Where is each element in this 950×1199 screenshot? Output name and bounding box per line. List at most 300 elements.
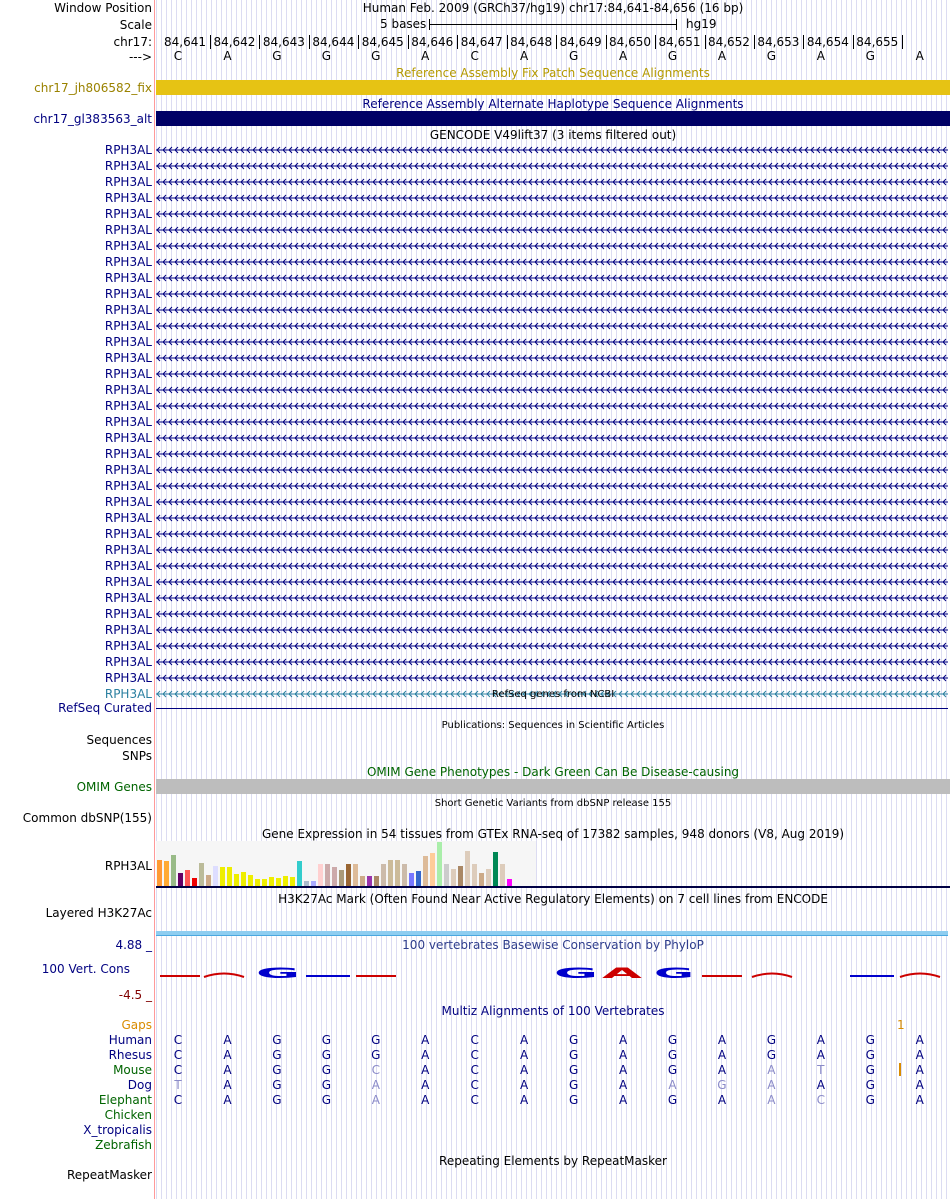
gencode-gene-label[interactable]: RPH3AL [104, 607, 152, 621]
ruler-position: 84,642 [213, 35, 256, 49]
gencode-gene-label[interactable]: RPH3AL [104, 415, 152, 429]
gencode-gene-label[interactable]: RPH3AL [104, 255, 152, 269]
ruler-position: 84,652 [707, 35, 750, 49]
reference-base: G [766, 49, 777, 63]
gencode-transcript[interactable] [156, 594, 948, 602]
gencode-gene-label[interactable]: RPH3AL [104, 159, 152, 173]
alt-haplotype-alignment-bar[interactable] [156, 111, 950, 126]
gencode-gene-label[interactable]: RPH3AL [104, 191, 152, 205]
gencode-gene-label[interactable]: RPH3AL [104, 543, 152, 557]
h3k27ac-title: H3K27Ac Mark (Often Found Near Active Regulatory Elements) on 7 cell lines from ENCODE [278, 892, 828, 906]
scale-text: 5 bases [380, 17, 427, 31]
ruler-tick [358, 35, 359, 49]
multiz-base: A [767, 1078, 776, 1092]
gencode-transcript[interactable] [156, 546, 948, 554]
gencode-gene-label[interactable]: RPH3AL [104, 687, 152, 701]
multiz-species-label[interactable]: Human [108, 1033, 152, 1047]
gtex-tissue-bar[interactable] [227, 867, 232, 886]
gtex-tissue-bar[interactable] [423, 856, 428, 886]
multiz-base: A [717, 1093, 727, 1107]
multiz-base: A [520, 1093, 529, 1107]
gencode-transcript[interactable] [156, 226, 948, 234]
gencode-transcript[interactable] [156, 290, 948, 298]
phylop-glyph: G [256, 966, 300, 982]
ruler-tick [309, 35, 310, 49]
multiz-base: A [371, 1078, 380, 1092]
gtex-tissue-bar[interactable] [472, 864, 477, 886]
multiz-base: A [421, 1063, 430, 1077]
reference-base: C [173, 49, 183, 63]
multiz-base: G [321, 1033, 331, 1047]
ruler-tick [457, 35, 458, 49]
multiz-base: A [618, 1093, 628, 1107]
gencode-transcript[interactable] [156, 482, 948, 490]
gencode-gene-label[interactable]: RPH3AL [104, 495, 152, 509]
gencode-gene-label[interactable]: RPH3AL [104, 335, 152, 349]
multiz-base: A [717, 1063, 727, 1077]
window-position-label: Window Position [54, 1, 152, 15]
multiz-species-label[interactable]: Mouse [113, 1063, 152, 1077]
gtex-tissue-bar[interactable] [367, 876, 372, 886]
multiz-species-label[interactable]: Dog [127, 1078, 152, 1092]
reference-base: A [520, 49, 529, 63]
ruler-tick [210, 35, 211, 49]
gtex-tissue-bar[interactable] [171, 855, 176, 886]
reference-base: A [816, 49, 825, 63]
chrom-label: chr17: [113, 35, 152, 49]
phylop-conservation-logo[interactable] [156, 958, 950, 986]
gtex-tissue-bar[interactable] [493, 852, 498, 886]
phylop-max-label: 4.88 _ [115, 938, 152, 952]
gtex-tissue-bar[interactable] [283, 876, 288, 886]
gtex-tissue-bar[interactable] [318, 864, 323, 886]
ruler-position: 84,644 [312, 35, 355, 49]
gtex-tissue-bar[interactable] [269, 877, 274, 886]
gtex-tissue-bar[interactable] [507, 879, 512, 886]
reference-base: A [717, 49, 727, 63]
multiz-base: A [767, 1063, 776, 1077]
phylop-glyph: G [554, 966, 598, 982]
label-divider [154, 0, 155, 1199]
gtex-tissue-bar[interactable] [234, 874, 239, 886]
multiz-base: C [173, 1093, 183, 1107]
ruler-tick [655, 35, 656, 49]
gtex-gene-label[interactable]: RPH3AL [104, 859, 152, 873]
gtex-tissue-bar[interactable] [290, 877, 295, 886]
gtex-baseline [156, 886, 950, 888]
gtex-tissue-bar[interactable] [346, 864, 351, 886]
gencode-gene-label[interactable]: RPH3AL [104, 175, 152, 189]
gencode-transcript[interactable] [156, 562, 948, 570]
gtex-tissue-bar[interactable] [465, 851, 470, 886]
multiz-base: A [223, 1078, 232, 1092]
gencode-gene-label[interactable]: RPH3AL [104, 351, 152, 365]
multiz-base: A [915, 1063, 924, 1077]
reference-base: A [223, 49, 232, 63]
reference-base: A [618, 49, 628, 63]
gtex-tissue-bar[interactable] [185, 870, 190, 886]
gtex-tissue-bar[interactable] [241, 872, 246, 886]
ruler-position: 84,653 [757, 35, 800, 49]
reference-base: G [865, 49, 875, 63]
multiz-base: G [321, 1063, 331, 1077]
gencode-gene-label[interactable]: RPH3AL [104, 367, 152, 381]
multiz-base: G [272, 1063, 282, 1077]
multiz-base: G [766, 1048, 777, 1062]
multiz-base: A [520, 1033, 529, 1047]
multiz-base: C [173, 1063, 183, 1077]
fix-patch-title: Reference Assembly Fix Patch Sequence Alignments [396, 66, 710, 80]
gencode-gene-label[interactable]: RPH3AL [104, 511, 152, 525]
gencode-transcript[interactable] [156, 642, 948, 650]
phylop-glyph [900, 974, 940, 978]
gtex-tissue-bar[interactable] [297, 861, 302, 886]
multiz-base: G [321, 1078, 331, 1092]
multiz-base: A [668, 1078, 677, 1092]
gtex-tissue-bar[interactable] [325, 864, 330, 886]
multiz-base: G [272, 1048, 282, 1062]
refseq-label[interactable]: RefSeq Curated [58, 701, 152, 715]
gencode-gene-label[interactable]: RPH3AL [104, 639, 152, 653]
ruler-tick [803, 35, 804, 49]
multiz-base: G [766, 1033, 777, 1047]
gencode-transcript[interactable] [156, 450, 948, 458]
ruler-tick [259, 35, 260, 49]
multiz-base: A [767, 1093, 776, 1107]
ruler-position: 84,645 [361, 35, 404, 49]
phylop-min-label: -4.5 _ [118, 988, 152, 1002]
gencode-gene-label[interactable]: RPH3AL [104, 143, 152, 157]
dbsnp-label[interactable]: Common dbSNP(155) [22, 811, 152, 825]
gencode-transcript[interactable] [156, 338, 948, 346]
gtex-tissue-bar[interactable] [381, 864, 386, 886]
gencode-transcript[interactable] [156, 274, 948, 282]
multiz-base: G [321, 1048, 331, 1062]
gencode-gene-label[interactable]: RPH3AL [104, 383, 152, 397]
omim-gene-bar[interactable] [156, 779, 950, 794]
phylop-glyph [702, 975, 742, 977]
gencode-transcript[interactable] [156, 242, 948, 250]
gtex-tissue-bar[interactable] [409, 873, 414, 886]
reference-base: C [470, 49, 479, 63]
reference-base: G [272, 49, 282, 63]
multiz-base: G [667, 1033, 678, 1047]
multiz-base: G [865, 1033, 875, 1047]
gtex-tissue-bar[interactable] [164, 861, 169, 886]
gtex-tissue-bar[interactable] [500, 864, 505, 886]
ruler-tick [754, 35, 755, 49]
multiz-base: A [915, 1033, 924, 1047]
multiz-base: C [816, 1093, 826, 1107]
multiz-base: A [371, 1093, 380, 1107]
fix-patch-alignment-bar[interactable] [156, 80, 950, 95]
phylop-glyph [204, 974, 244, 978]
multiz-base: A [223, 1063, 232, 1077]
multiz-base: A [223, 1033, 232, 1047]
gencode-transcript[interactable] [156, 530, 948, 538]
multiz-base: G [667, 1063, 678, 1077]
gencode-transcript[interactable] [156, 674, 948, 682]
gencode-transcript[interactable] [156, 514, 948, 522]
ruler-position: 84,643 [262, 35, 305, 49]
gencode-gene-label[interactable]: RPH3AL [104, 239, 152, 253]
multiz-base: G [865, 1048, 875, 1062]
gencode-transcript[interactable] [156, 402, 948, 410]
gencode-gene-label[interactable]: RPH3AL [104, 479, 152, 493]
reference-base: A [421, 49, 430, 63]
ruler-tick [606, 35, 607, 49]
gencode-gene-label[interactable]: RPH3AL [104, 207, 152, 221]
multiz-base: C [470, 1078, 479, 1092]
gencode-transcript[interactable] [156, 162, 948, 170]
ruler-tick [556, 35, 557, 49]
gencode-transcript[interactable] [156, 386, 948, 394]
multiz-base: G [667, 1048, 678, 1062]
gtex-tissue-bar[interactable] [458, 866, 463, 886]
multiz-species-label[interactable]: X_tropicalis [83, 1123, 152, 1137]
multiz-gap-marker [899, 1063, 901, 1076]
multiz-gaps-label[interactable]: Gaps [121, 1018, 152, 1032]
gtex-tissue-bar[interactable] [206, 875, 211, 886]
ruler-tick [853, 35, 854, 49]
ruler-position: 84,650 [609, 35, 652, 49]
gencode-gene-label[interactable]: RPH3AL [104, 399, 152, 413]
ruler-position: 84,647 [460, 35, 503, 49]
gencode-transcript[interactable] [156, 178, 948, 186]
ruler-position: 84,654 [806, 35, 849, 49]
multiz-base: G [568, 1033, 579, 1047]
gencode-transcript[interactable] [156, 578, 948, 586]
phylop-glyph [850, 975, 894, 977]
gtex-tissue-bar[interactable] [276, 878, 281, 886]
gencode-transcript[interactable] [156, 434, 948, 442]
multiz-base: G [321, 1093, 331, 1107]
gencode-gene-label[interactable]: RPH3AL [104, 671, 152, 685]
gtex-tissue-bar[interactable] [332, 867, 337, 886]
gencode-transcript[interactable] [156, 194, 948, 202]
multiz-species-label[interactable]: Elephant [98, 1093, 152, 1107]
gtex-tissue-bar[interactable] [192, 878, 197, 886]
multiz-base: A [223, 1048, 232, 1062]
gtex-tissue-bar[interactable] [444, 864, 449, 886]
multiz-base: G [717, 1078, 727, 1092]
gtex-tissue-bar[interactable] [178, 873, 183, 886]
gencode-gene-label[interactable]: RPH3AL [104, 319, 152, 333]
gencode-transcript[interactable] [156, 258, 948, 266]
multiz-base: A [717, 1033, 727, 1047]
h3k27ac-signal[interactable] [156, 931, 948, 936]
reference-base: A [915, 49, 924, 63]
multiz-base: A [421, 1048, 430, 1062]
gencode-transcript[interactable] [156, 610, 948, 618]
phylop-glyph: G [654, 966, 694, 982]
multiz-base: T [817, 1063, 825, 1077]
gtex-tissue-bar[interactable] [213, 866, 218, 886]
gencode-gene-label[interactable]: RPH3AL [104, 591, 152, 605]
multiz-base: A [421, 1093, 430, 1107]
publications-snps-label[interactable]: SNPs [122, 749, 152, 763]
gencode-gene-label[interactable]: RPH3AL [104, 623, 152, 637]
gencode-transcript[interactable] [156, 418, 948, 426]
gtex-tissue-bar[interactable] [402, 864, 407, 886]
gencode-gene-label[interactable]: RPH3AL [104, 271, 152, 285]
fix-patch-label[interactable]: chr17_jh806582_fix [34, 81, 152, 95]
gtex-tissue-bar[interactable] [395, 860, 400, 886]
reference-base: G [667, 49, 678, 63]
multiz-base: A [618, 1078, 628, 1092]
phylop-title: 100 vertebrates Basewise Conservation by PhyloP [402, 938, 704, 952]
gencode-gene-label[interactable]: RPH3AL [104, 303, 152, 317]
gencode-gene-label[interactable]: RPH3AL [104, 287, 152, 301]
strand-arrow-label: ---> [128, 50, 152, 64]
multiz-species-label[interactable]: Rhesus [108, 1048, 152, 1062]
gtex-tissue-bar[interactable] [479, 873, 484, 886]
multiz-base: G [568, 1063, 579, 1077]
gtex-title: Gene Expression in 54 tissues from GTEx RNA-seq of 17382 samples, 948 donors (V8, Aug 2019) [261, 827, 845, 841]
browser-title: Human Feb. 2009 (GRCh37/hg19) chr17:84,641-84,656 (16 bp) [362, 1, 744, 15]
gencode-gene-label[interactable]: RPH3AL [104, 559, 152, 573]
gtex-tissue-bar[interactable] [353, 864, 358, 886]
h3k27ac-label[interactable]: Layered H3K27Ac [45, 906, 152, 920]
gtex-tissue-bar[interactable] [262, 879, 267, 886]
gencode-transcript[interactable] [156, 322, 948, 330]
multiz-title: Multiz Alignments of 100 Vertebrates [441, 1004, 665, 1018]
gtex-tissue-bar[interactable] [360, 876, 365, 886]
gtex-tissue-bar[interactable] [255, 879, 260, 886]
gtex-tissue-bar[interactable] [437, 842, 442, 886]
gtex-tissue-bar[interactable] [388, 860, 393, 886]
multiz-base: C [470, 1033, 479, 1047]
multiz-base: T [174, 1078, 182, 1092]
reference-base: G [568, 49, 579, 63]
multiz-base: G [865, 1093, 875, 1107]
gencode-transcript[interactable] [156, 466, 948, 474]
alt-haplotype-label[interactable]: chr17_gl383563_alt [33, 112, 152, 126]
gencode-gene-label[interactable]: RPH3AL [104, 223, 152, 237]
multiz-base: A [717, 1048, 727, 1062]
omim-title: OMIM Gene Phenotypes - Dark Green Can Be Disease-causing [366, 765, 740, 779]
multiz-base: A [520, 1048, 529, 1062]
multiz-base: A [915, 1093, 924, 1107]
gencode-gene-label[interactable]: RPH3AL [104, 575, 152, 589]
gtex-tissue-bar[interactable] [451, 869, 456, 886]
multiz-base: C [371, 1063, 380, 1077]
reference-base: G [321, 49, 331, 63]
phylop-glyph: A [602, 966, 643, 982]
multiz-base: G [568, 1048, 579, 1062]
multiz-base: G [568, 1078, 579, 1092]
multiz-base: C [470, 1048, 479, 1062]
multiz-base: C [470, 1063, 479, 1077]
gencode-title: GENCODE V49lift37 (3 items filtered out) [429, 128, 677, 142]
multiz-base: A [915, 1048, 924, 1062]
multiz-base: A [618, 1063, 628, 1077]
phylop-glyph [306, 975, 350, 977]
multiz-base: G [667, 1093, 678, 1107]
multiz-base: A [520, 1063, 529, 1077]
ruler-position: 84,648 [510, 35, 553, 49]
multiz-base: A [915, 1078, 924, 1092]
assembly-name: hg19 [686, 17, 717, 31]
gencode-transcript[interactable] [156, 658, 948, 666]
ruler-position: 84,655 [856, 35, 899, 49]
ruler-position: 84,651 [658, 35, 701, 49]
refseq-title: RefSeq genes from NCBI [491, 689, 615, 700]
multiz-base: G [865, 1078, 875, 1092]
multiz-base: G [272, 1093, 282, 1107]
dbsnp-title: Short Genetic Variants from dbSNP release 155 [434, 798, 672, 809]
multiz-base: A [421, 1033, 430, 1047]
repeatmasker-label[interactable]: RepeatMasker [66, 1168, 152, 1182]
omim-label[interactable]: OMIM Genes [76, 780, 152, 794]
multiz-base: A [816, 1078, 825, 1092]
ruler-tick [408, 35, 409, 49]
ruler-tick [902, 35, 903, 49]
multiz-base: G [371, 1048, 381, 1062]
gencode-transcript[interactable] [156, 498, 948, 506]
multiz-base: A [520, 1078, 529, 1092]
phylop-glyph [160, 975, 200, 977]
gencode-transcript[interactable] [156, 626, 948, 634]
publications-sequences-label[interactable]: Sequences [86, 733, 152, 747]
ruler-position: 84,646 [411, 35, 454, 49]
multiz-base: A [816, 1033, 825, 1047]
gencode-gene-label[interactable]: RPH3AL [104, 655, 152, 669]
ruler-position: 84,641 [164, 35, 206, 49]
gtex-tissue-bar[interactable] [339, 870, 344, 886]
scale-label: Scale [119, 18, 152, 32]
multiz-base: A [223, 1093, 232, 1107]
ruler-position: 84,649 [559, 35, 602, 49]
multiz-base: G [568, 1093, 579, 1107]
multiz-base: G [865, 1063, 875, 1077]
phylop-glyph [752, 974, 792, 978]
gencode-transcript[interactable] [156, 306, 948, 314]
alt-haplotype-title: Reference Assembly Alternate Haplotype Sequence Alignments [362, 97, 744, 111]
gtex-tissue-bar[interactable] [416, 871, 421, 886]
multiz-base: C [173, 1033, 183, 1047]
scale-bar [429, 24, 677, 25]
multiz-base: G [272, 1033, 282, 1047]
gtex-tissue-bar[interactable] [430, 853, 435, 886]
multiz-species-label[interactable]: Chicken [104, 1108, 152, 1122]
gencode-gene-label[interactable]: RPH3AL [104, 463, 152, 477]
gtex-tissue-bar[interactable] [199, 863, 204, 886]
gencode-transcript[interactable] [156, 210, 948, 218]
refseq-gene-line[interactable] [156, 708, 948, 709]
gencode-gene-label[interactable]: RPH3AL [104, 447, 152, 461]
repeatmasker-title: Repeating Elements by RepeatMasker [439, 1154, 667, 1168]
gencode-gene-label[interactable]: RPH3AL [104, 431, 152, 445]
multiz-base: G [371, 1033, 381, 1047]
multiz-base: G [272, 1078, 282, 1092]
gencode-transcript[interactable] [156, 146, 948, 154]
multiz-base: C [470, 1093, 479, 1107]
multiz-base: A [421, 1078, 430, 1092]
gencode-gene-label[interactable]: RPH3AL [104, 527, 152, 541]
gtex-tissue-bar[interactable] [220, 867, 225, 886]
gtex-tissue-bar[interactable] [157, 860, 162, 886]
gtex-expression-chart[interactable] [156, 841, 536, 886]
gencode-transcript[interactable] [156, 354, 948, 362]
multiz-base: C [173, 1048, 183, 1062]
gencode-transcript[interactable] [156, 370, 948, 378]
multiz-species-label[interactable]: Zebrafish [95, 1138, 152, 1152]
phylop-track-label[interactable]: 100 Vert. Cons [41, 962, 130, 976]
gtex-tissue-bar[interactable] [248, 875, 253, 886]
gtex-tissue-bar[interactable] [486, 869, 491, 886]
gtex-tissue-bar[interactable] [374, 876, 379, 886]
